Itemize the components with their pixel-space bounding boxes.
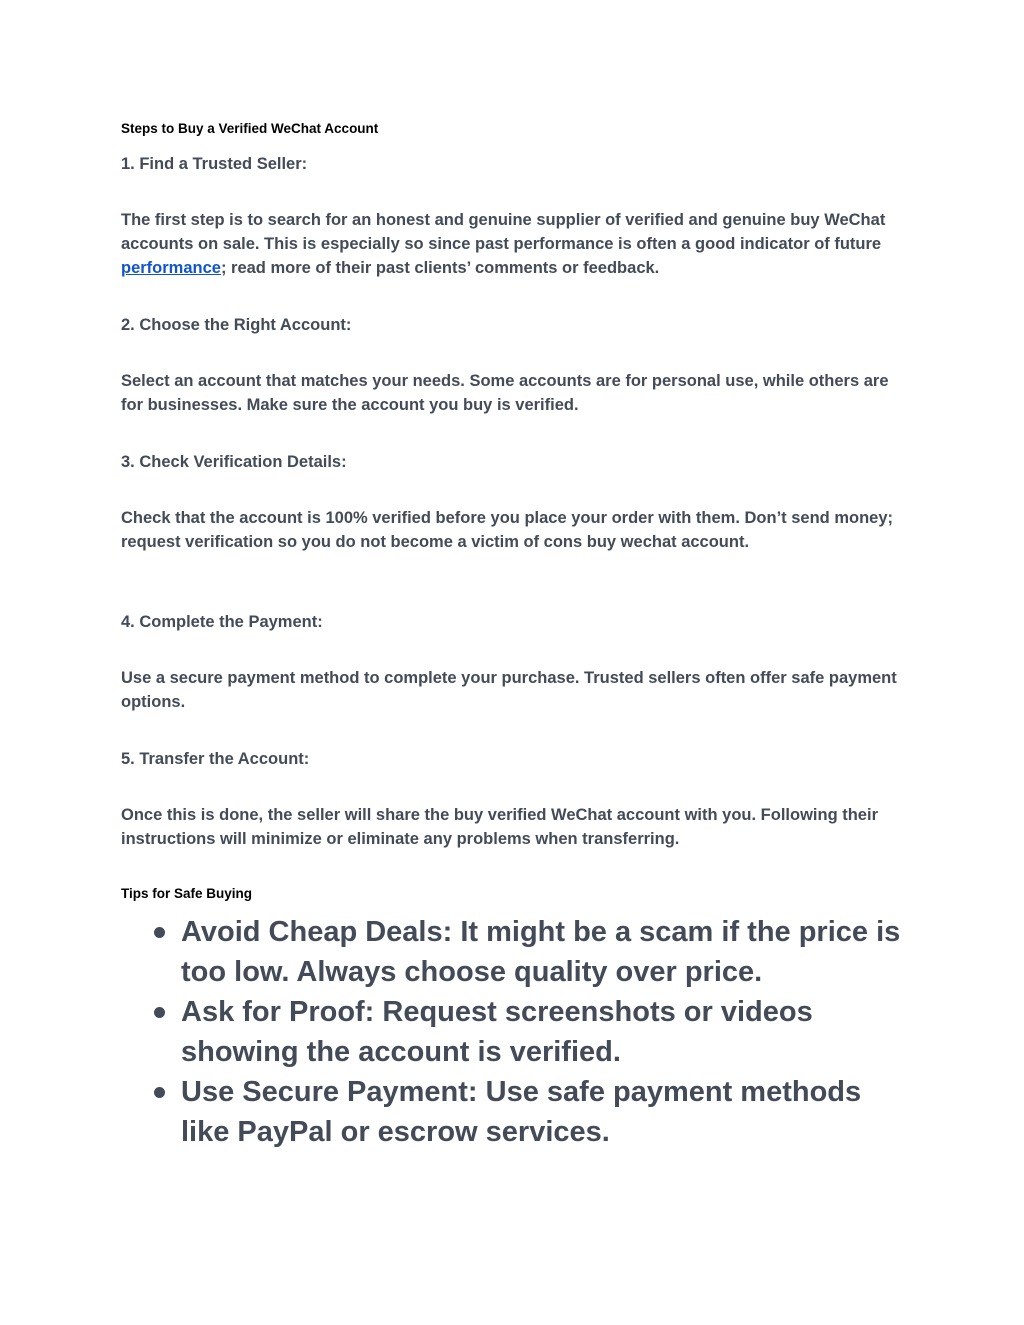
tips-heading: Tips for Safe Buying [121, 886, 253, 901]
step-5-body: Once this is done, the seller will share the buy verified WeChat account with you. Following their instructions will minimize or eliminate any problems when transferring. [121, 806, 878, 849]
bullet-icon [154, 1007, 165, 1018]
step-1-body-text: The first step is to search for an honest and genuine supplier of verified and genuine buy WeChat accounts on sale. This is especially so since past performance is often a good indicator of future [121, 211, 886, 254]
step-4-body: Use a secure payment method to complete your purchase. Trusted sellers often offer safe payment options. [121, 669, 897, 712]
section-heading: Steps to Buy a Verified WeChat Account [121, 121, 379, 136]
list-item [121, 992, 911, 1072]
step-2-title: 2. Choose the Right Account: [121, 316, 352, 334]
list-item [121, 912, 911, 992]
step-1-body [121, 208, 911, 281]
step-3-title: 3. Check Verification Details: [121, 453, 347, 471]
step-3-body: Check that the account is 100% verified before you place your order with them. Don’t send money; request verification so you do not become a victim of cons buy wechat account. [121, 509, 894, 552]
step-1-title: 1. Find a Trusted Seller: [121, 155, 308, 173]
tip-text: Ask for Proof: Request screenshots or videos showing the account is verified. [181, 996, 813, 1068]
tip-text: Avoid Cheap Deals: It might be a scam if the price is too low. Always choose quality over price. [181, 916, 901, 988]
step-4-title: 4. Complete the Payment: [121, 613, 323, 631]
bullet-icon [154, 927, 165, 938]
tip-text: Use Secure Payment: Use safe payment methods like PayPal or escrow services. [181, 1076, 862, 1148]
list-item [121, 1072, 911, 1152]
step-1-body-text-end: ; read more of their past clients’ comments or feedback. [220, 259, 660, 278]
step-5-title: 5. Transfer the Account: [121, 750, 310, 768]
bullet-icon [154, 1087, 165, 1098]
tips-list [121, 912, 911, 1152]
step-2-body: Select an account that matches your needs. Some accounts are for personal use, while others are for businesses. Make sure the account you buy is verified. [121, 372, 889, 415]
performance-link[interactable]: performance [121, 259, 221, 278]
